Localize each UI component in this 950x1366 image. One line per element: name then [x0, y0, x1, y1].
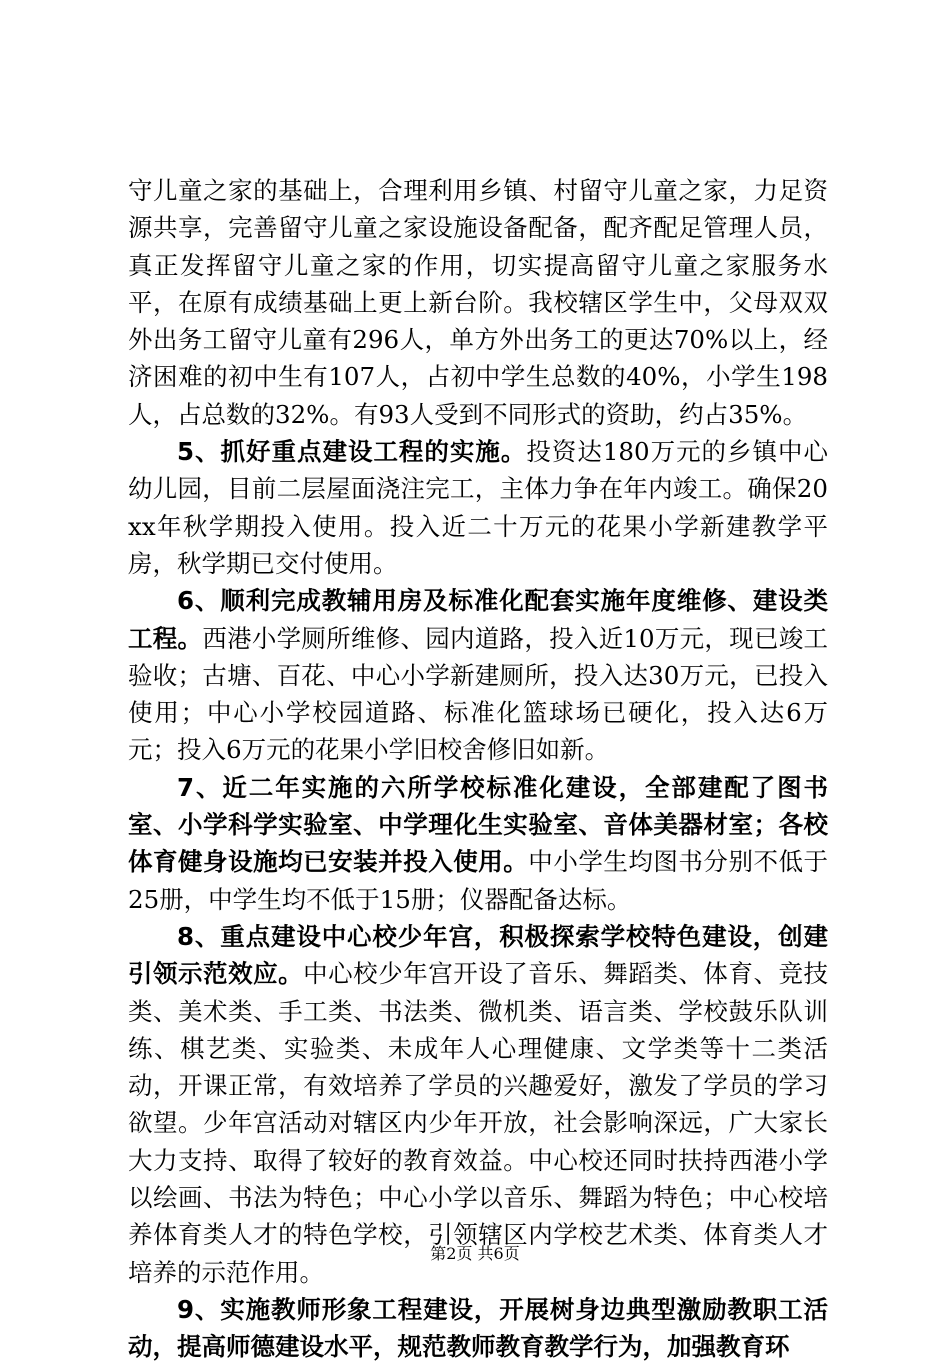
- paragraph-item-9: [128, 1291, 828, 1366]
- paragraph-continuation: [128, 172, 828, 433]
- paragraph-item-7: [128, 769, 828, 918]
- paragraph-text: 西港小学厕所维修、园内道路，投入近10万元，现已竣工验收；古塘、百花、中心小学新建厕所，投入达30万元，已投入使用；中心小学校园道路、标准化篮球场已硬化，投入达6万元；投入6万元的花果小学旧校舍修旧如新。: [128, 623, 828, 765]
- paragraph-text: 中小学生均图书分别不低于25册，中学生均不低于15册；仪器配备达标。: [128, 847, 828, 914]
- paragraph-item-8: [128, 918, 828, 1291]
- document-body: [128, 172, 828, 1366]
- paragraph-lead: 6、顺利完成教辅用房及标准化配套实施年度维修、建设类工程。: [128, 586, 828, 653]
- paragraph-item-5: [128, 433, 828, 582]
- paragraph-text: 守儿童之家的基础上，合理利用乡镇、村留守儿童之家，力足资源共享，完善留守儿童之家设施设备配备，配齐配足管理人员，真正发挥留守儿童之家的作用，切实提高留守儿童之家服务水平，在原有成绩基础上更上新台阶。我校辖区学生中，父母双双外出务工留守儿童有296人，单方外出务工的更达70%以上，经济困难的初中生有107人，占初中学生总数的40%，小学生198人，占总数的32%。有93人受到不同形式的资助，约占35%。: [128, 176, 828, 429]
- page-number-footer: 第2页 共6页: [430, 1244, 520, 1263]
- paragraph-item-6: [128, 582, 828, 768]
- paragraph-text: 投资达180万元的乡镇中心幼儿园，目前二层屋面浇注完工，主体力争在年内竣工。确保20xx年秋学期投入使用。投入近二十万元的花果小学新建教学平房，秋学期已交付使用。: [128, 437, 829, 578]
- paragraph-text: 中心校少年宫开设了音乐、舞蹈类、体育、竞技类、美术类、手工类、书法类、微机类、语言类、学校鼓乐队训练、棋艺类、实验类、未成年人心理健康、文学类等十二类活动，开课正常，有效培养了学员的兴趣爱好，激发了学员的学习欲望。少年宫活动对辖区内少年开放，社会影响深远，广大家长大力支持、取得了较好的教育效益。中心校还同时扶持西港小学以绘画、书法为特色；中心小学以音乐、舞蹈为特色；中心校培养体育类人才的特色学校，引领辖区内学校艺术类、体育类人才培养的示范作用。: [128, 959, 829, 1287]
- paragraph-lead: 9、实施教师形象工程建设，开展树身边典型激励教职工活动，提高师德建设水平，规范教师教育教学行为，加强教育环: [128, 1294, 828, 1362]
- paragraph-lead: 5、抓好重点建设工程的实施。: [177, 437, 527, 467]
- paragraph-lead: 8、重点建设中心校少年宫，积极探索学校特色建设，创建引领示范效应。: [128, 921, 828, 989]
- paragraph-lead: 7、近二年实施的六所学校标准化建设，全部建配了图书室、小学科学实验室、中学理化生实验室、音体美器材室；各校体育健身设施均已安装并投入使用。: [128, 772, 828, 877]
